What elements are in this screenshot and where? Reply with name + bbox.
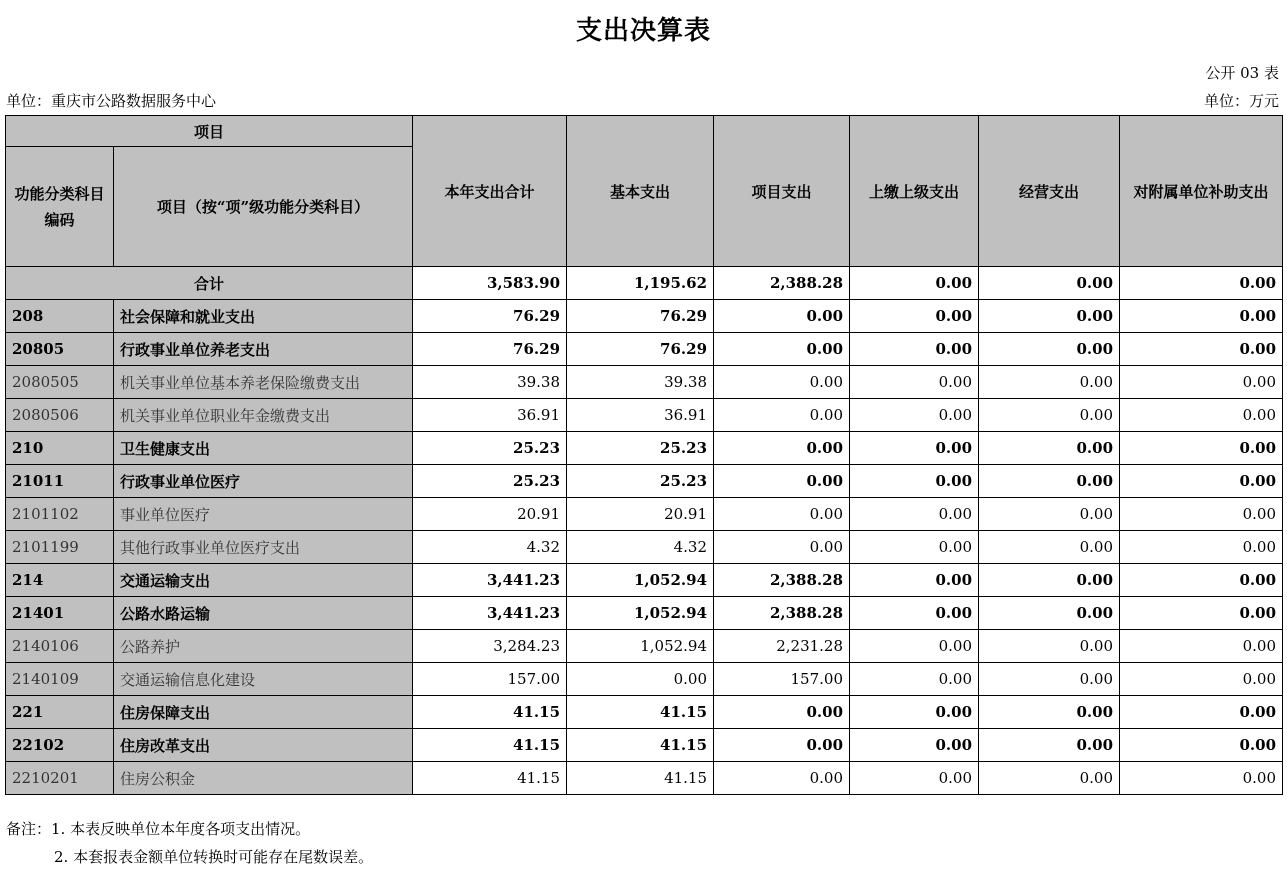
table-row bbox=[6, 498, 1283, 531]
total-basic: 1,195.62 bbox=[567, 267, 714, 300]
row-basic: 76.29 bbox=[567, 300, 714, 333]
row-code: 22102 bbox=[6, 729, 114, 762]
row-total: 41.15 bbox=[413, 762, 567, 795]
row-total: 76.29 bbox=[413, 300, 567, 333]
row-operating: 0.00 bbox=[979, 531, 1120, 564]
row-subsidy: 0.00 bbox=[1120, 399, 1283, 432]
row-project: 2,388.28 bbox=[714, 597, 850, 630]
row-basic: 36.91 bbox=[567, 399, 714, 432]
row-basic: 1,052.94 bbox=[567, 597, 714, 630]
row-operating: 0.00 bbox=[979, 762, 1120, 795]
header-project: 项目支出 bbox=[714, 116, 850, 267]
row-name: 住房保障支出 bbox=[114, 696, 413, 729]
row-subsidy: 0.00 bbox=[1120, 630, 1283, 663]
row-project: 2,231.28 bbox=[714, 630, 850, 663]
row-total: 3,441.23 bbox=[413, 597, 567, 630]
row-total: 41.15 bbox=[413, 696, 567, 729]
table-row bbox=[6, 597, 1283, 630]
table-row bbox=[6, 564, 1283, 597]
row-subsidy: 0.00 bbox=[1120, 663, 1283, 696]
row-upper: 0.00 bbox=[850, 432, 979, 465]
table-header bbox=[6, 116, 1283, 267]
row-basic: 20.91 bbox=[567, 498, 714, 531]
row-basic: 1,052.94 bbox=[567, 630, 714, 663]
row-operating: 0.00 bbox=[979, 729, 1120, 762]
row-upper: 0.00 bbox=[850, 465, 979, 498]
row-project: 2,388.28 bbox=[714, 564, 850, 597]
row-name: 其他行政事业单位医疗支出 bbox=[114, 531, 413, 564]
row-upper: 0.00 bbox=[850, 564, 979, 597]
row-name: 公路养护 bbox=[114, 630, 413, 663]
row-code: 210 bbox=[6, 432, 114, 465]
row-code: 2210201 bbox=[6, 762, 114, 795]
row-code: 20805 bbox=[6, 333, 114, 366]
row-project: 0.00 bbox=[714, 333, 850, 366]
row-basic: 25.23 bbox=[567, 465, 714, 498]
row-operating: 0.00 bbox=[979, 663, 1120, 696]
total-upper: 0.00 bbox=[850, 267, 979, 300]
row-upper: 0.00 bbox=[850, 531, 979, 564]
row-subsidy: 0.00 bbox=[1120, 597, 1283, 630]
row-upper: 0.00 bbox=[850, 630, 979, 663]
row-total: 76.29 bbox=[413, 333, 567, 366]
row-project: 0.00 bbox=[714, 399, 850, 432]
row-project: 0.00 bbox=[714, 465, 850, 498]
row-operating: 0.00 bbox=[979, 498, 1120, 531]
row-code: 2101102 bbox=[6, 498, 114, 531]
row-subsidy: 0.00 bbox=[1120, 333, 1283, 366]
row-subsidy: 0.00 bbox=[1120, 300, 1283, 333]
row-subsidy: 0.00 bbox=[1120, 531, 1283, 564]
row-project: 0.00 bbox=[714, 762, 850, 795]
row-total: 157.00 bbox=[413, 663, 567, 696]
row-upper: 0.00 bbox=[850, 597, 979, 630]
row-project: 0.00 bbox=[714, 300, 850, 333]
table-row bbox=[6, 366, 1283, 399]
row-name: 社会保障和就业支出 bbox=[114, 300, 413, 333]
row-operating: 0.00 bbox=[979, 465, 1120, 498]
header-basic: 基本支出 bbox=[567, 116, 714, 267]
row-code: 214 bbox=[6, 564, 114, 597]
row-total: 25.23 bbox=[413, 432, 567, 465]
total-label: 合计 bbox=[6, 267, 413, 300]
row-basic: 25.23 bbox=[567, 432, 714, 465]
row-code: 21401 bbox=[6, 597, 114, 630]
table-row bbox=[6, 531, 1283, 564]
table-row bbox=[6, 696, 1283, 729]
table-body bbox=[6, 267, 1283, 795]
row-total: 39.38 bbox=[413, 366, 567, 399]
row-name: 行政事业单位医疗 bbox=[114, 465, 413, 498]
row-name: 机关事业单位基本养老保险缴费支出 bbox=[114, 366, 413, 399]
row-subsidy: 0.00 bbox=[1120, 432, 1283, 465]
total-row bbox=[6, 267, 1283, 300]
row-upper: 0.00 bbox=[850, 399, 979, 432]
row-name: 公路水路运输 bbox=[114, 597, 413, 630]
row-total: 3,441.23 bbox=[413, 564, 567, 597]
row-upper: 0.00 bbox=[850, 366, 979, 399]
header-subsidy: 对附属单位补助支出 bbox=[1120, 116, 1283, 267]
row-subsidy: 0.00 bbox=[1120, 564, 1283, 597]
row-project: 0.00 bbox=[714, 366, 850, 399]
total-total: 3,583.90 bbox=[413, 267, 567, 300]
row-name: 交通运输支出 bbox=[114, 564, 413, 597]
table-row bbox=[6, 300, 1283, 333]
table-row bbox=[6, 663, 1283, 696]
row-name: 事业单位医疗 bbox=[114, 498, 413, 531]
table-row bbox=[6, 399, 1283, 432]
table-row bbox=[6, 432, 1283, 465]
row-project: 0.00 bbox=[714, 498, 850, 531]
row-subsidy: 0.00 bbox=[1120, 762, 1283, 795]
row-upper: 0.00 bbox=[850, 498, 979, 531]
row-project: 0.00 bbox=[714, 531, 850, 564]
row-code: 2080506 bbox=[6, 399, 114, 432]
row-basic: 41.15 bbox=[567, 762, 714, 795]
row-code: 2080505 bbox=[6, 366, 114, 399]
row-upper: 0.00 bbox=[850, 729, 979, 762]
row-total: 41.15 bbox=[413, 729, 567, 762]
total-project: 2,388.28 bbox=[714, 267, 850, 300]
row-name: 行政事业单位养老支出 bbox=[114, 333, 413, 366]
row-code: 2140106 bbox=[6, 630, 114, 663]
row-upper: 0.00 bbox=[850, 300, 979, 333]
header-total: 本年支出合计 bbox=[413, 116, 567, 267]
row-project: 157.00 bbox=[714, 663, 850, 696]
row-operating: 0.00 bbox=[979, 696, 1120, 729]
table-row bbox=[6, 729, 1283, 762]
table-row bbox=[6, 333, 1283, 366]
row-subsidy: 0.00 bbox=[1120, 696, 1283, 729]
note-line-1: 备注：1. 本表反映单位本年度各项支出情况。 bbox=[6, 820, 311, 838]
unit-organization: 单位：重庆市公路数据服务中心 bbox=[6, 92, 217, 110]
row-code: 21011 bbox=[6, 465, 114, 498]
row-upper: 0.00 bbox=[850, 762, 979, 795]
row-basic: 4.32 bbox=[567, 531, 714, 564]
row-name: 卫生健康支出 bbox=[114, 432, 413, 465]
header-upper: 上缴上级支出 bbox=[850, 116, 979, 267]
row-operating: 0.00 bbox=[979, 300, 1120, 333]
row-total: 20.91 bbox=[413, 498, 567, 531]
page-title: 支出决算表 bbox=[575, 16, 711, 46]
unit-currency: 单位：万元 bbox=[1203, 92, 1279, 110]
row-operating: 0.00 bbox=[979, 630, 1120, 663]
row-total: 3,284.23 bbox=[413, 630, 567, 663]
table-row bbox=[6, 762, 1283, 795]
row-subsidy: 0.00 bbox=[1120, 366, 1283, 399]
row-upper: 0.00 bbox=[850, 663, 979, 696]
row-basic: 76.29 bbox=[567, 333, 714, 366]
expenditure-table bbox=[5, 115, 1283, 795]
row-subsidy: 0.00 bbox=[1120, 465, 1283, 498]
row-project: 0.00 bbox=[714, 729, 850, 762]
row-name: 机关事业单位职业年金缴费支出 bbox=[114, 399, 413, 432]
row-basic: 41.15 bbox=[567, 696, 714, 729]
row-code: 2101199 bbox=[6, 531, 114, 564]
row-basic: 39.38 bbox=[567, 366, 714, 399]
row-operating: 0.00 bbox=[979, 564, 1120, 597]
row-upper: 0.00 bbox=[850, 696, 979, 729]
row-subsidy: 0.00 bbox=[1120, 729, 1283, 762]
row-code: 221 bbox=[6, 696, 114, 729]
total-operating: 0.00 bbox=[979, 267, 1120, 300]
row-subsidy: 0.00 bbox=[1120, 498, 1283, 531]
row-total: 36.91 bbox=[413, 399, 567, 432]
header-name: 项目（按“项”级功能分类科目） bbox=[114, 147, 413, 267]
table-row bbox=[6, 630, 1283, 663]
row-basic: 41.15 bbox=[567, 729, 714, 762]
row-project: 0.00 bbox=[714, 432, 850, 465]
row-name: 住房改革支出 bbox=[114, 729, 413, 762]
form-number: 公开 03 表 bbox=[1205, 64, 1279, 82]
row-operating: 0.00 bbox=[979, 432, 1120, 465]
row-total: 4.32 bbox=[413, 531, 567, 564]
row-operating: 0.00 bbox=[979, 399, 1120, 432]
row-operating: 0.00 bbox=[979, 366, 1120, 399]
row-code: 2140109 bbox=[6, 663, 114, 696]
row-name: 住房公积金 bbox=[114, 762, 413, 795]
notes bbox=[6, 815, 373, 871]
row-operating: 0.00 bbox=[979, 597, 1120, 630]
header-operating: 经营支出 bbox=[979, 116, 1120, 267]
total-subsidy: 0.00 bbox=[1120, 267, 1283, 300]
row-name: 交通运输信息化建设 bbox=[114, 663, 413, 696]
row-project: 0.00 bbox=[714, 696, 850, 729]
row-basic: 1,052.94 bbox=[567, 564, 714, 597]
row-operating: 0.00 bbox=[979, 333, 1120, 366]
row-code: 208 bbox=[6, 300, 114, 333]
note-line-2: 2. 本套报表金额单位转换时可能存在尾数误差。 bbox=[54, 848, 374, 866]
table-row bbox=[6, 465, 1283, 498]
header-project-group: 项目 bbox=[6, 116, 413, 147]
row-total: 25.23 bbox=[413, 465, 567, 498]
row-basic: 0.00 bbox=[567, 663, 714, 696]
row-upper: 0.00 bbox=[850, 333, 979, 366]
header-code: 功能分类科目编码 bbox=[6, 147, 114, 267]
